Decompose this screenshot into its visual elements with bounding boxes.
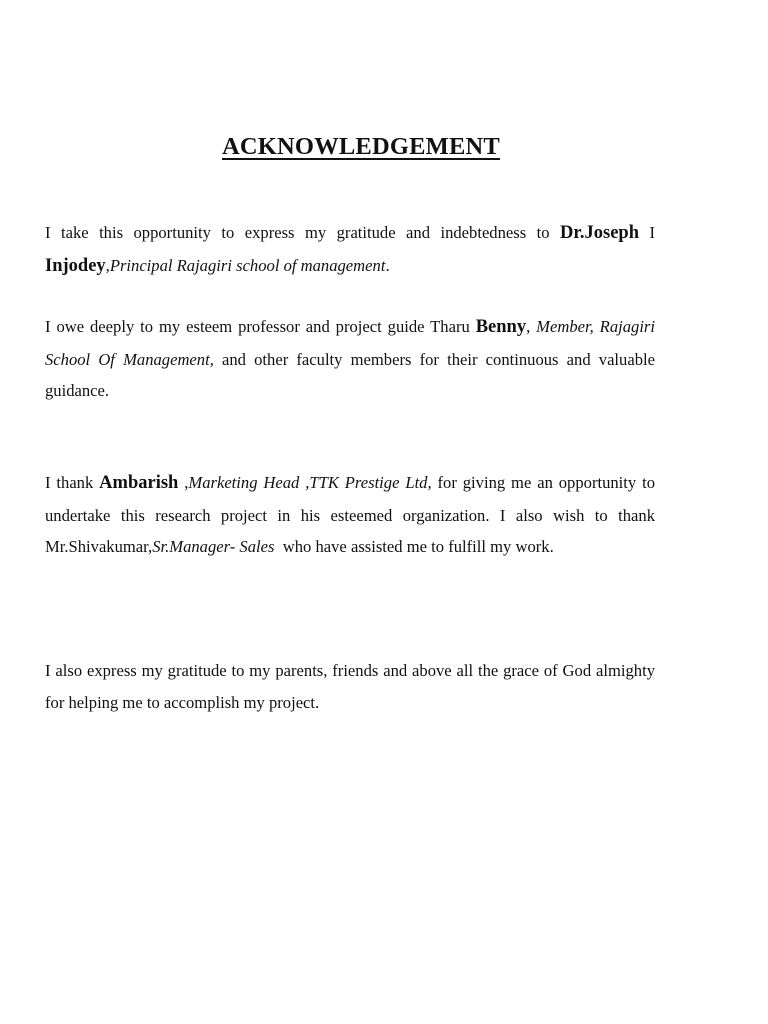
text-segment: I thank [45, 473, 100, 492]
person-name: Injodey [45, 255, 106, 276]
text-segment: . [385, 255, 390, 275]
text-segment: I owe deeply to my esteem professor and project guide Tharu [45, 317, 476, 336]
text-segment: and other faculty members for their continuous and valuable guidance. [45, 349, 655, 400]
person-role: Principal Rajagiri school of management [109, 255, 386, 275]
text-segment: I [639, 223, 655, 242]
text-segment: I take this opportunity to express my gratitude and indebtedness to [45, 223, 560, 242]
paragraph-organization [45, 467, 655, 563]
text-segment: , [178, 473, 189, 492]
person-name: Benny [475, 317, 527, 337]
text-segment: , for giving me an opportunity to undertake this research project in his esteemed organization. I also wish to thank Mr.Shivakumar, [45, 473, 655, 556]
person-role: Marketing Head ,TTK Prestige Ltd [188, 473, 428, 492]
paragraph-principal [45, 217, 655, 282]
person-role: Member, Rajagiri School Of Management, [45, 317, 655, 369]
page-title: ACKNOWLEDGEMENT [222, 133, 500, 160]
text-segment: , [526, 317, 537, 336]
paragraph-guide [45, 311, 655, 407]
paragraph-family [45, 655, 655, 718]
text-segment: who have assisted me to fulfill my work. [274, 537, 554, 556]
person-name: Dr.Joseph [560, 223, 639, 243]
text-segment: I also express my gratitude to my parents, friends and above all the grace of God almighty for helping me to accomplish my project. [45, 661, 655, 712]
person-name: Ambarish [99, 473, 179, 493]
person-role: Sr.Manager- Sales [152, 537, 275, 556]
text-segment: , [105, 255, 110, 275]
